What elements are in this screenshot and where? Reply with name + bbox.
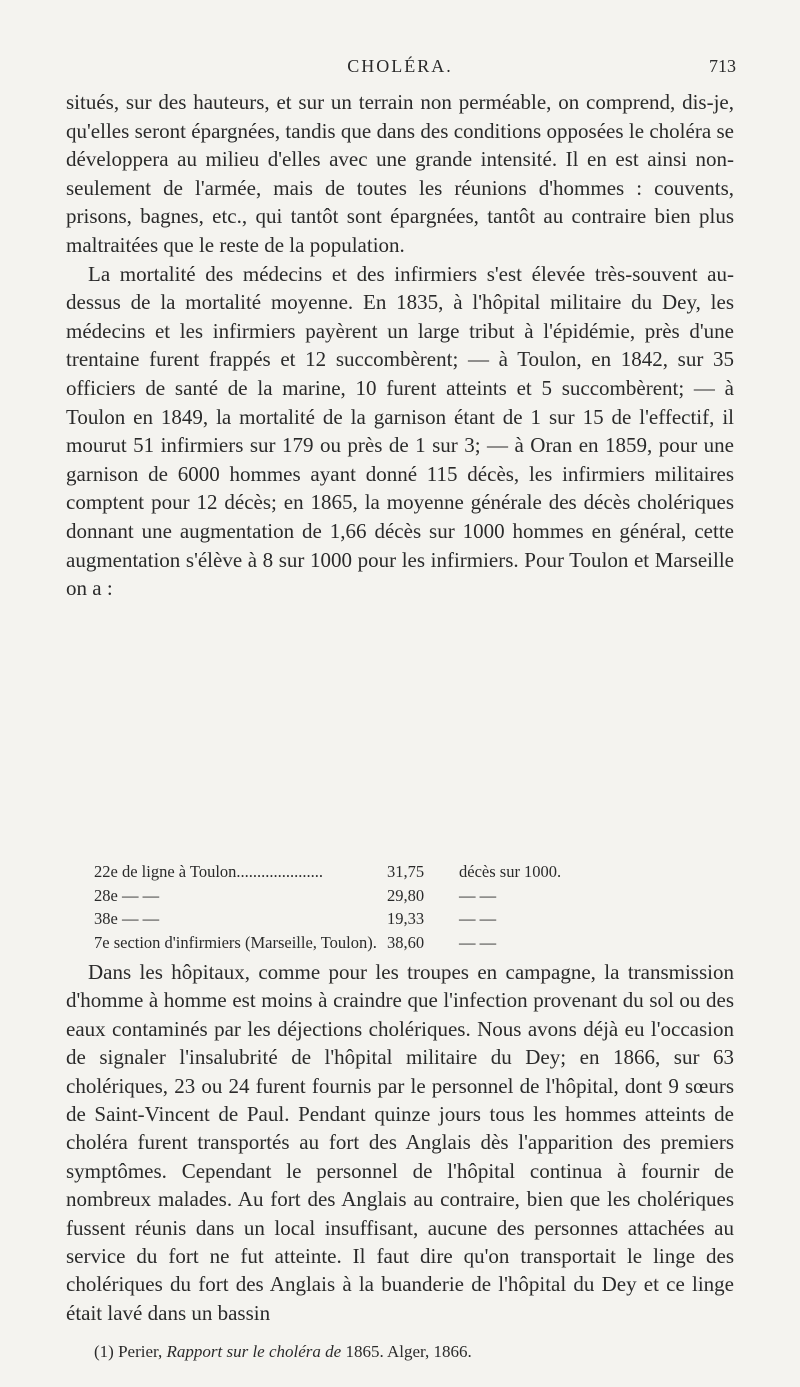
row-unit: — — (459, 885, 497, 905)
row-label: 22e de ligne à Toulon..................... (94, 862, 324, 881)
main-text-continued (66, 958, 734, 1327)
row-unit: — — (459, 932, 497, 952)
footnote-marker: (1) Perier, (94, 1342, 163, 1361)
paragraph: Dans les hôpitaux, comme pour les troupes en campagne, la transmission d'homme à homme est moins à craindre que l'infection provenant du sol ou des eaux contaminés par les déjections cholériques. Nous avons déjà eu l'occasion de signaler l'insalubrité de l'hôpital militaire du Dey; en 1866, sur 63 cholériques, 23 ou 24 furent fournis par le personnel de l'hôpital, dont 9 sœurs de Saint-Vincent de Paul. Pendant quinze jours tous les hommes atteints de choléra furent transportés au fort des Anglais dès l'apparition des premiers symptômes. Cependant le personnel de l'hôpital continua à fournir de nombreux malades. Au fort des Anglais au contraire, bien que les cholériques fussent réunis dans un local insuffisant, aucune des personnes attachées au service du fort ne fut atteinte. Il faut dire qu'on transportait le linge des cholériques du fort des Anglais à la buanderie de l'hôpital du Dey et ce linge était lavé dans un bassin (66, 960, 734, 1325)
mortality-table (94, 860, 734, 954)
paragraph: La mortalité des médecins et des infirmiers s'est élevée très-souvent au-dessus de la mortalité moyenne. En 1835, à l'hôpital militaire du Dey, les médecins et les infirmiers payèrent un large tribut à l'épidémie, près d'une trentaine furent frappés et 12 succombèrent; — à Toulon, en 1842, sur 35 officiers de santé de la marine, 10 furent atteints et 5 succombèrent; — à Toulon en 1849, la mortalité de la garnison étant de 1 sur 15 de l'effectif, il mourut 51 infirmiers sur 179 ou près de 1 sur 3; — à Oran en 1859, pour une garnison de 6000 hommes ayant donné 115 décès, les infirmiers militaires comptent pour 12 décès; en 1865, la moyenne générale des décès cholériques donnant une augmentation de 1,66 décès sur 1000 hommes en général, cette augmentation s'élève à 8 sur 1000 pour les infirmiers. Pour Toulon et Marseille on a : (66, 261, 734, 601)
table-row (94, 907, 734, 931)
page-number: 713 (709, 56, 736, 76)
paragraph: situés, sur des hauteurs, et sur un terrain non perméable, on comprend, dis-je, qu'elles seront épargnées, tandis que dans des conditions opposées le choléra se développera au milieu d'elles avec une grande intensité. Il en est ainsi non-seulement de l'armée, mais de toutes les réunions d'hommes : couvents, prisons, bagnes, etc., qui tantôt sont épargnées, tantôt au contraire bien plus maltraitées que le reste de la population. (66, 90, 734, 257)
footnote (94, 1342, 472, 1362)
running-title: CHOLÉRA. (347, 56, 453, 76)
row-unit: décès sur 1000. (459, 862, 562, 881)
row-label: 28e — — (94, 885, 160, 905)
table-row (94, 884, 734, 908)
running-head (0, 56, 800, 84)
row-value: 29,80 (387, 885, 425, 905)
footnote-title: Rapport sur le choléra de (166, 1342, 342, 1361)
row-value: 31,75 (387, 862, 425, 881)
table-row (94, 931, 734, 955)
footnote-rest: 1865. Alger, 1866. (345, 1342, 472, 1361)
main-text (66, 88, 734, 603)
row-value: 38,60 (387, 932, 425, 952)
row-unit: — — (459, 909, 497, 928)
row-label: 7e section d'infirmiers (Marseille, Toulon). (94, 932, 377, 952)
table-row (94, 860, 734, 884)
row-value: 19,33 (387, 909, 425, 928)
row-label: 38e — — (94, 909, 160, 928)
